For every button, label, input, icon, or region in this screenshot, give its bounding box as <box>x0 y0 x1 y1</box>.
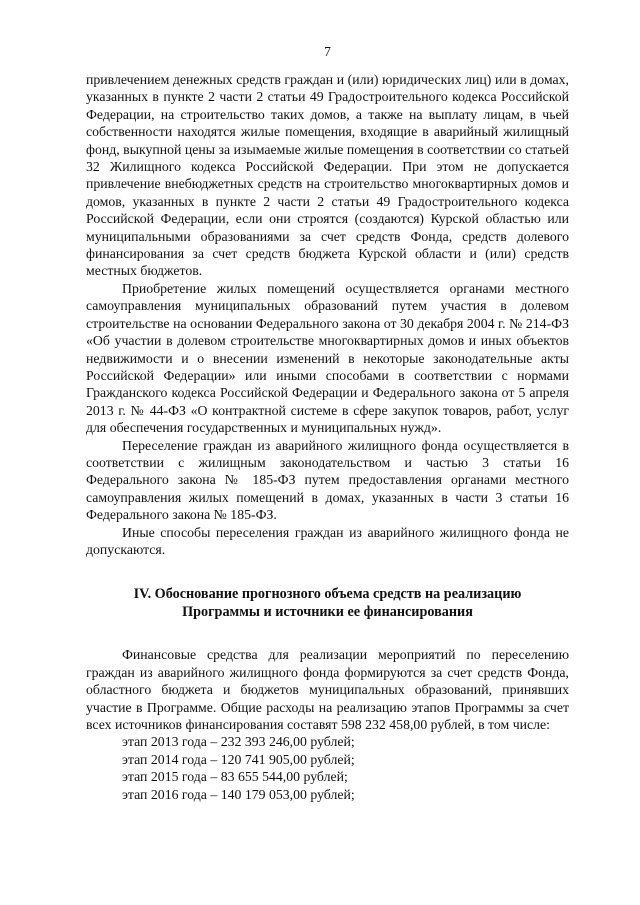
paragraph-other-methods: Иные способы переселения граждан из аварийного жилищного фонда не допускаются. <box>86 524 569 557</box>
list-item: этап 2015 года – 83 655 544,00 рублей; <box>122 769 348 785</box>
stages-list <box>86 733 569 803</box>
paragraph-continuation: привлечением денежных средств граждан и (или) юридических лиц) или в домах, указанных в пункте 2 части 2 статьи 49 Градостроительного кодекса Российской Федерации, на строительство таких домов, а также на выплату лицам, в чьей собственности находятся жилые помещения, входящие в аварийный жилищный фонд, выкупной цены за изымаемые жилые помещения в соответствии со статьей 32 Жилищного кодекса Российской Федерации. При этом не допускается привлечение внебюджетных средств на строительство многоквартирных домов и домов, указанных в пункте 2 части 2 статьи 49 Градостроительного кодекса Российской Федерации, если они строятся (создаются) Курской областью или муниципальными образованиями за счет средств Фонда, средств долевого финансирования за счет средств бюджета Курской области и (или) средств местных бюджетов. <box>86 72 569 279</box>
section-heading-line-2: Программы и источники ее финансирования <box>182 604 473 621</box>
section-heading-line-1: IV. Обоснование прогнозного объема средств на реализацию <box>133 586 522 603</box>
list-item: этап 2016 года – 140 179 053,00 рублей; <box>122 786 355 802</box>
list-item: этап 2013 года – 232 393 246,00 рублей; <box>122 734 355 750</box>
list-item: этап 2014 года – 120 741 905,00 рублей; <box>122 751 355 767</box>
paragraph-resettlement: Переселение граждан из аварийного жилищного фонда осуществляется в соответствии с жилищным законодательством и частью 3 статьи 16 Федерального закона № 185-ФЗ путем предоставления органами местного самоуправления жилых помещений в домах, указанных в части 3 статьи 16 Федерального закона № 185-ФЗ. <box>86 437 569 523</box>
page-number: 7 <box>324 44 331 59</box>
paragraph-acquisition: Приобретение жилых помещений осуществляется органами местного самоуправления муниципальных образований путем участия в долевом строительстве на основании Федерального закона от 30 декабря 2004 г. № 214-ФЗ «Об участии в долевом строительстве многоквартирных домов и иных объектов недвижимости и о внесении изменений в некоторые законодательные акты Российской Федерации» или иными способами в соответствии с нормами Гражданского кодекса Российской Федерации и Федерального закона от 5 апреля 2013 г. № 44-ФЗ «О контрактной системе в сфере закупок товаров, работ, услуг для обеспечения государственных и муниципальных нужд». <box>86 280 569 436</box>
paragraph-financing: Финансовые средства для реализации мероприятий по переселению граждан из аварийного жилищного фонда формируются за счет средств Фонда, областного бюджета и бюджетов муниципальных образований, принявших участие в Программе. Общие расходы на реализацию этапов Программы за счет всех источников финансирования составят 598 232 458,00 рублей, в том числе: <box>86 647 569 732</box>
section-heading <box>86 585 569 621</box>
